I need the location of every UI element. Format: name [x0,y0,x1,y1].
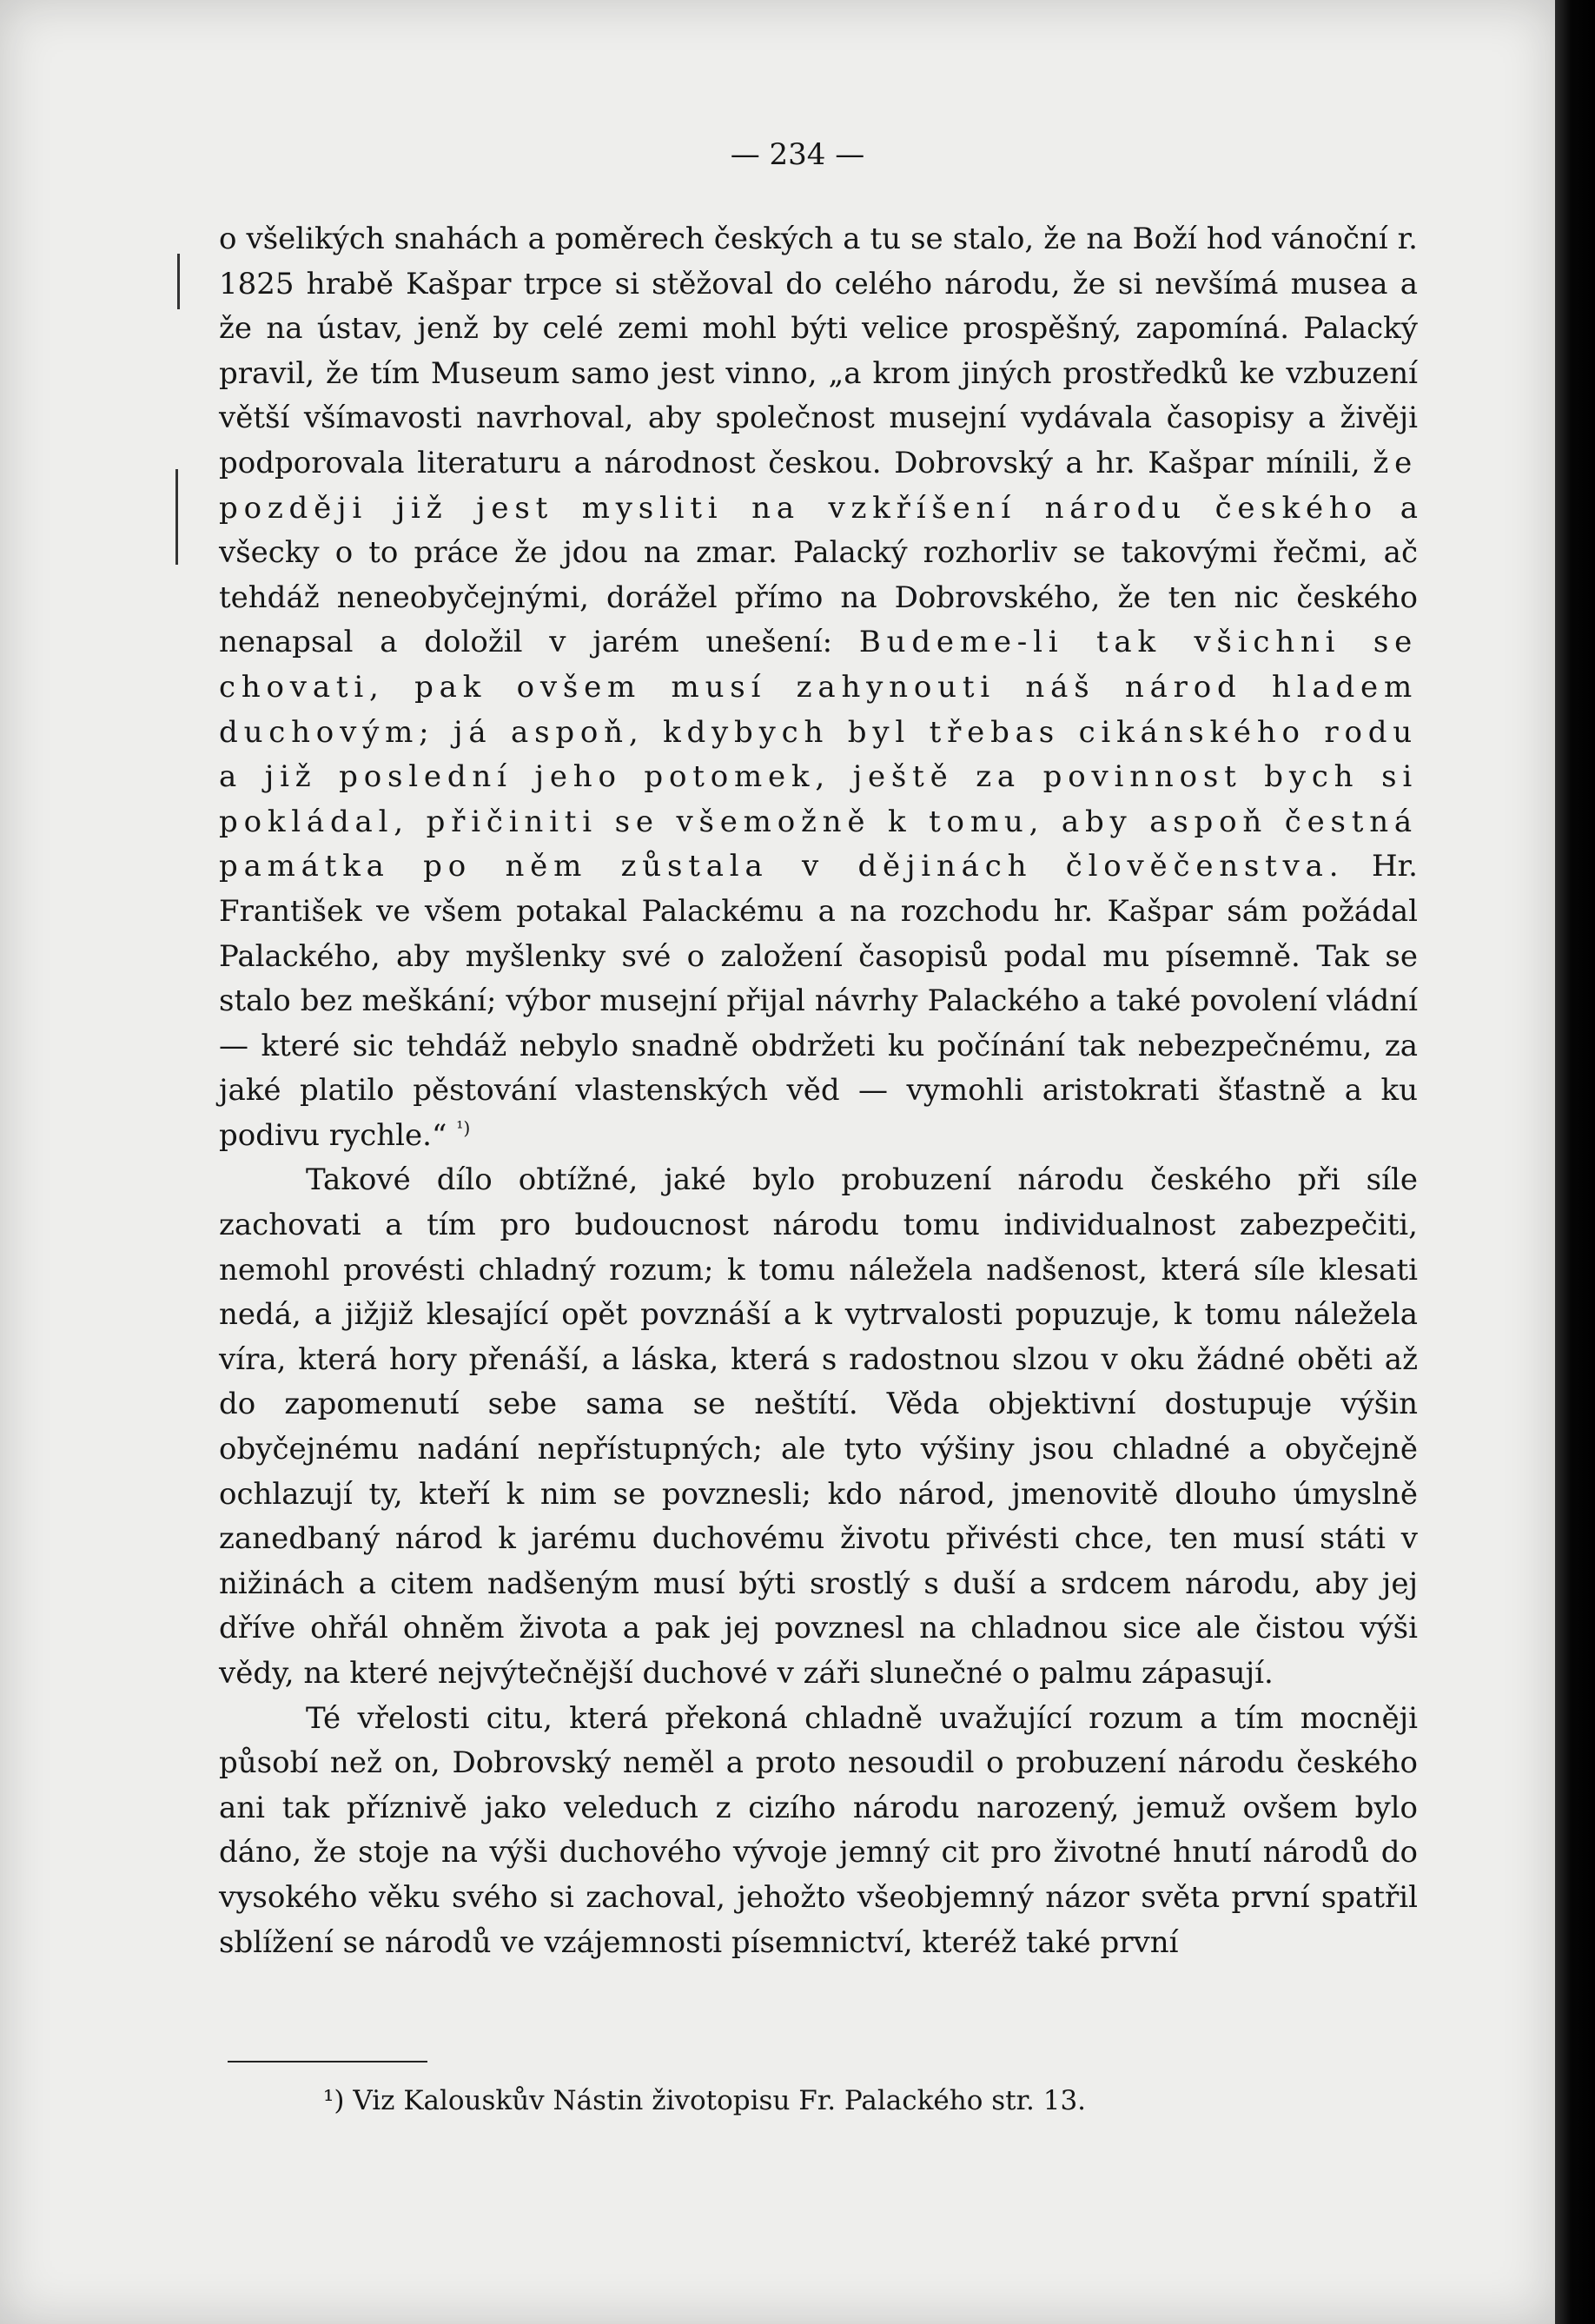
text-run: a všecky o to práce že jdou na zmar. Palacký rozhorliv se takovými řečmi, ač tehdáž neneobyčejnými, dorážel přímo na Dobrovského, že ten nic českého nenapsal a doložil v jarém unešení: [219,490,1418,660]
page-edge [1555,0,1595,2324]
text-run: Té vřelosti citu, která překoná chladně uvažující rozum a tím mocněji působí než on, Dobrovský neměl a proto nesoudil o probuzení národu českého ani tak příznivě jako veleduch z cizího národu narozený, jemuž ovšem bylo dáno, že stoje na výši duchového vývoje jemný cit pro životné hnutí národů do vysokého věku svého si zachoval, jehožto všeobjemný názor světa první spatřil sblížení se národů ve vzájemnosti písemnictví, kteréž také první [219,1700,1418,1960]
margin-mark [177,254,180,309]
footnote-reference: ¹) [456,1117,471,1139]
text-run: Takové dílo obtížné, jaké bylo probuzení národu českého při síle zachovati a tím pro budoucnost národu tomu individualnost zabezpečiti, nemohl provésti chladný rozum; k tomu náležela nadšenost, která síle klesati nedá, a jižjiž klesající opět povznáší a k vytrvalosti popuzuje, k tomu náležela víra, která hory přenáší, a láska, která s radostnou slzou v oku žádné oběti až do zapomenutí sebe sama se neštítí. Věda objektivní dostupuje výšin obyčejnému nadání nepřístupných; ale tyto výšiny jsou chladné a obyčejně ochlazují ty, kteří k nim se povznesli; kdo národ, jmenovitě dlouho úmyslně zanedbaný národ k jarému duchovému životu přivésti chce, ten musí státi v nižinách a citem nadšeným musí býti srostlý s duší a srdcem národu, aby jej dříve ohřál ohněm života a pak jej povznesl na chladnou sice ale čistou výši vědy, na které nejvýtečnější duchové v záři slunečné o palmu zápasují. [219,1162,1418,1691]
footnote-marker: ¹) [323,2085,345,2116]
emphasized-text: Budeme-li tak všichni se chovati, pak ovšem musí zahynouti náš národ hladem duchovým; já aspoň, kdybych byl třebas cikánského rodu a již poslední jeho potomek, ještě za povinnost bych si pokládal, přičiniti se všemožně k tomu, aby aspoň čestná památka po něm zůstala v dějinách člověčenstva. [219,625,1418,884]
paragraph [219,1697,1418,1966]
footnote-rule [228,2061,427,2062]
body-text [219,217,1418,1965]
paragraph [219,217,1418,1158]
text-run: o všelikých snahách a poměrech českých a tu se stalo, že na Boží hod vánoční r. 1825 hrabě Kašpar trpce si stěžoval do celého národu, že si nevšímá musea a že na ústav, jenž by celé zemi mohl býti velice prospěšný, zapomíná. Palacký pravil, že tím Museum samo jest vinno, „a krom jiných prostředků ke vzbuzení větší všímavosti navrhoval, aby společnost musejní vydávala časopisy a živěji podporovala literaturu a národnost českou. Dobrovský a hr. Kašpar mínili, [219,222,1418,480]
footnote-text: Viz Kalouskův Nástin životopisu Fr. Palackého str. 13. [344,2085,1087,2116]
footnote [323,2085,1086,2116]
page-number: — 234 — [730,137,865,172]
emphasized-text: že později již jest mysliti na vzkříšení národu českého [219,445,1418,526]
text-run: Hr. František ve všem potakal Palackému a na rozchodu hr. Kašpar sám požádal Palackého, aby myšlenky své o založení časopisů podal mu písemně. Tak se stalo bez meškání; výbor musejní přijal návrhy Palackého a také povolení vládní — které sic tehdáž nebylo snadně obdržeti ku počínání tak nebezpečnému, za jaké platilo pěstování vlastenských věd — vymohli aristokrati šťastně a ku podivu rychle.“ [219,849,1418,1153]
margin-mark [175,469,178,565]
paragraph [219,1158,1418,1696]
